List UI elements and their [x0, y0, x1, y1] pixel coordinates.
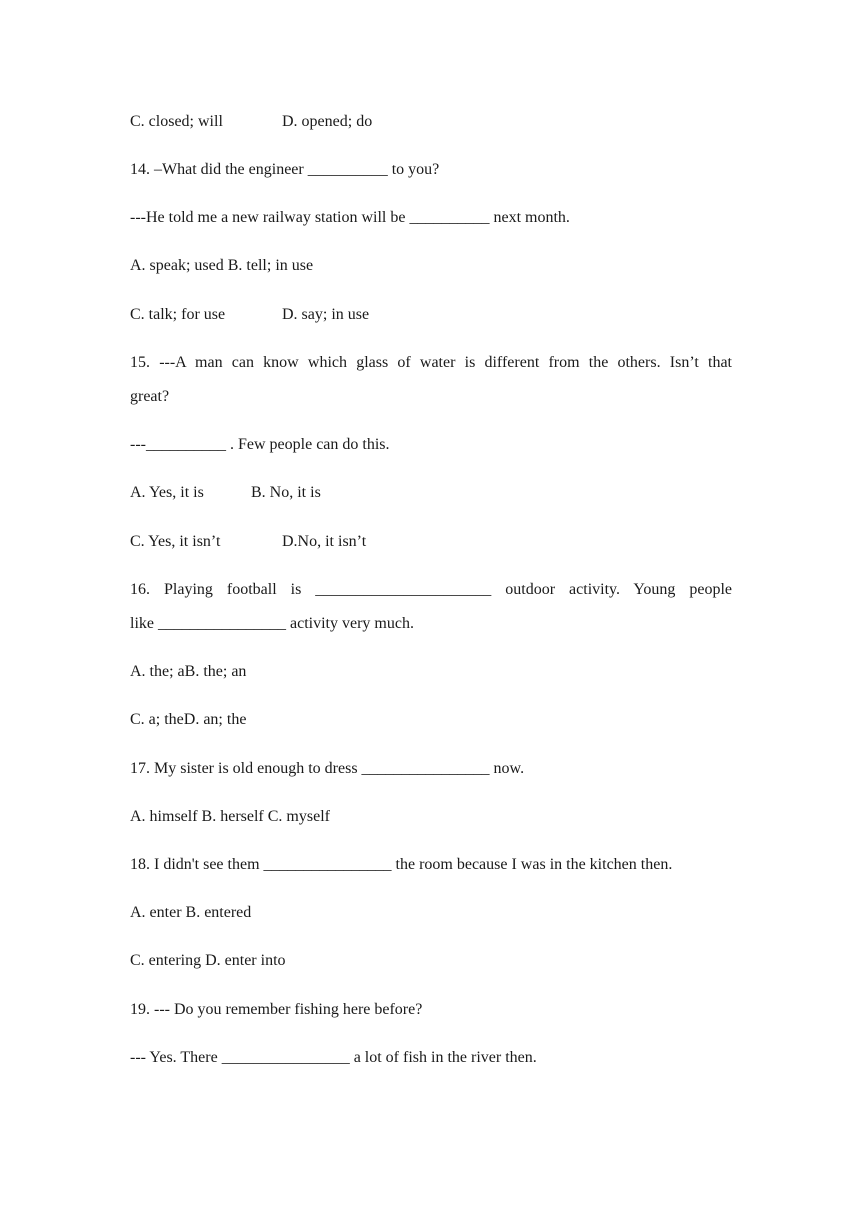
- q18-question: 18. I didn't see them ________________ the room because I was in the kitchen then.: [130, 856, 673, 873]
- option-b: B. No, it is: [251, 484, 321, 501]
- q15-question: 15. ---A man can know which glass of water is different from the others. Isn’t that: [130, 354, 732, 371]
- q15-options-ab: [130, 483, 321, 503]
- option-d: D. opened; do: [282, 113, 373, 130]
- q17-question: 17. My sister is old enough to dress ________________ now.: [130, 760, 525, 777]
- option-c: C. Yes, it isn’t: [130, 533, 221, 550]
- q14-question: 14. –What did the engineer __________ to you?: [130, 161, 440, 178]
- q16-options-cd: C. a; theD. an; the: [130, 711, 247, 728]
- q15-options-cd: [130, 532, 367, 552]
- q16-options-ab: A. the; aB. the; an: [130, 663, 247, 680]
- q19-reply: --- Yes. There ________________ a lot of fish in the river then.: [130, 1049, 537, 1066]
- option-c: C. closed; will: [130, 113, 223, 130]
- option-d: D.No, it isn’t: [282, 533, 367, 550]
- q14-options-cd: [130, 305, 370, 325]
- q15-reply: ---__________ . Few people can do this.: [130, 436, 390, 453]
- option-a: A. Yes, it is: [130, 484, 204, 501]
- q15-question-continued: great?: [130, 388, 170, 405]
- q18-options-ab: A. enter B. entered: [130, 904, 252, 921]
- q17-options: A. himself B. herself C. myself: [130, 808, 330, 825]
- q16-question: 16. Playing football is ______________________ outdoor activity. Young people: [130, 581, 732, 598]
- option-c: C. talk; for use: [130, 306, 226, 323]
- q19-question: 19. --- Do you remember fishing here before?: [130, 1001, 423, 1018]
- option-d: D. say; in use: [282, 306, 370, 323]
- q18-options-cd: C. entering D. enter into: [130, 952, 286, 969]
- q13-options-cd: [130, 112, 373, 132]
- q16-question-continued: like ________________ activity very much.: [130, 615, 414, 632]
- q14-options-ab: A. speak; used B. tell; in use: [130, 257, 314, 274]
- q14-reply: ---He told me a new railway station will be __________ next month.: [130, 209, 570, 226]
